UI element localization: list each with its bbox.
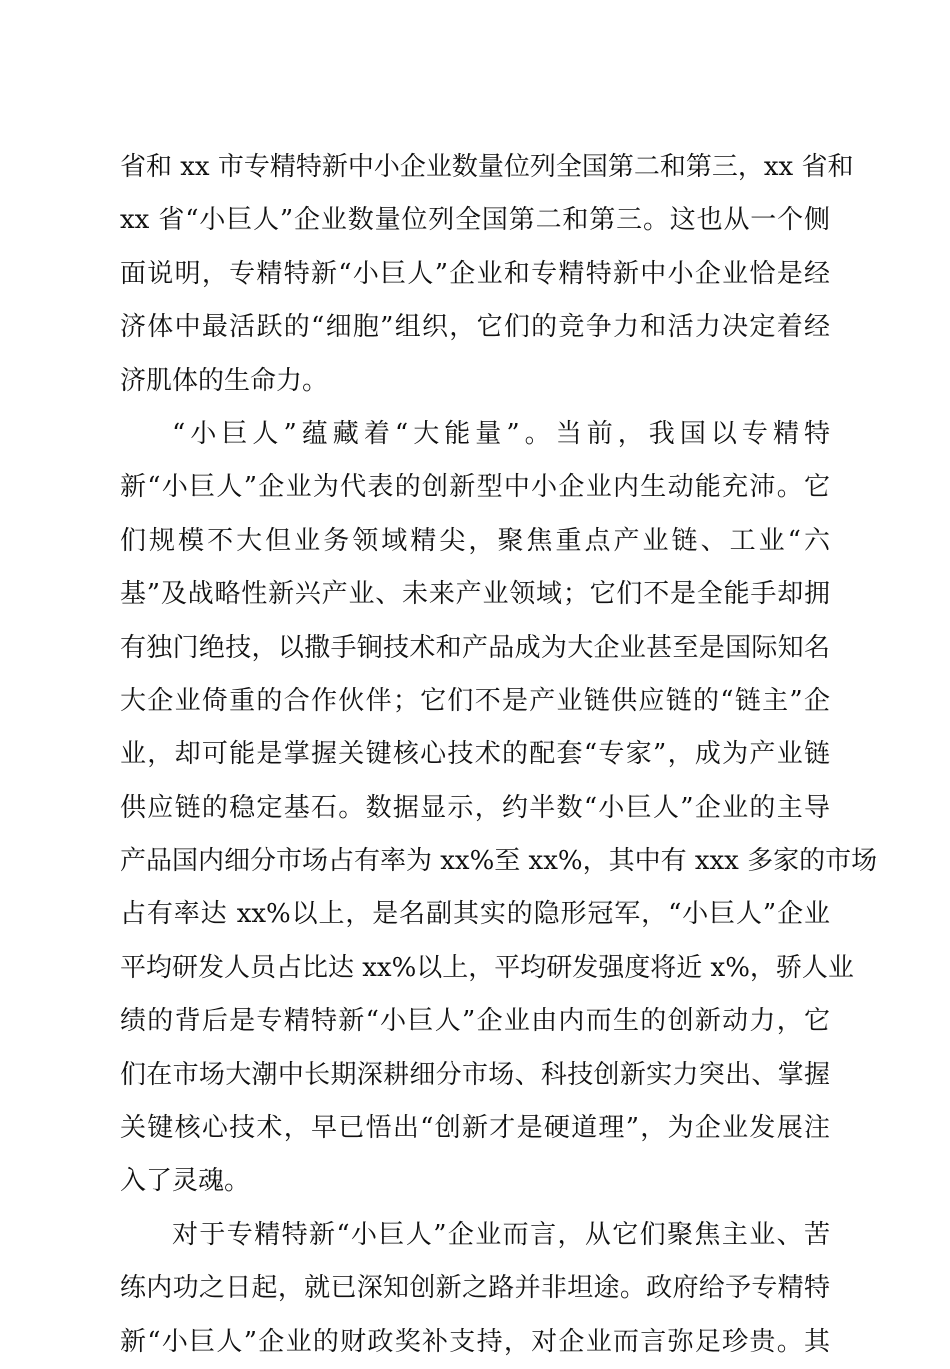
- text-line: 有独门绝技，以撒手锏技术和产品成为大企业甚至是国际知名: [120, 632, 830, 663]
- text-line: 产品国内细分市场占有率为 xx%至 xx%，其中有 xxx 多家的市场: [120, 846, 878, 877]
- text-line: 业，却可能是掌握关键核心技术的配套“专家”，成为产业链: [120, 739, 830, 770]
- paragraph-continued: [120, 141, 854, 408]
- text-line: 济肌体的生命力。: [120, 365, 329, 396]
- text-line: 绩的背后是专精特新“小巨人”企业由内而生的创新动力，它: [120, 1006, 830, 1037]
- text-line: 关键核心技术，早已悟出“创新才是硬道理”，为企业发展注: [120, 1113, 830, 1144]
- paragraph: [120, 408, 878, 1209]
- text-line: 新“小巨人”企业为代表的创新型中小企业内生动能充沛。它: [120, 472, 830, 503]
- text-line: xx 省“小巨人”企业数量位列全国第二和第三。这也从一个侧: [120, 205, 830, 236]
- text-line: 入了灵魂。: [120, 1166, 251, 1197]
- text-line: 们规模不大但业务领域精尖，聚焦重点产业链、工业“六: [120, 525, 830, 556]
- text-line: 大企业倚重的合作伙伴；它们不是产业链供应链的“链主”企: [120, 685, 830, 716]
- text-line: 平均研发人员占比达 xx%以上，平均研发强度将近 x%，骄人业: [120, 952, 854, 983]
- text-line: 新“小巨人”企业的财政奖补支持，对企业而言弥足珍贵。其: [120, 1326, 830, 1357]
- text-line: 对于专精特新“小巨人”企业而言，从它们聚焦主业、苦: [172, 1219, 830, 1250]
- text-line: 练内功之日起，就已深知创新之路并非坦途。政府给予专精特: [120, 1273, 830, 1304]
- text-line: 济体中最活跃的“细胞”组织，它们的竞争力和活力决定着经: [120, 312, 830, 343]
- text-line: 供应链的稳定基石。数据显示，约半数“小巨人”企业的主导: [120, 792, 830, 823]
- document-body: [120, 141, 878, 1369]
- text-line: 们在市场大潮中长期深耕细分市场、科技创新实力突出、掌握: [120, 1059, 830, 1090]
- text-line: 面说明，专精特新“小巨人”企业和专精特新中小企业恰是经: [120, 258, 830, 289]
- paragraph: [120, 1209, 830, 1369]
- text-line: “小巨人”蕴藏着“大能量”。当前，我国以专精特: [172, 418, 830, 449]
- text-line: 省和 xx 市专精特新中小企业数量位列全国第二和第三，xx 省和: [120, 152, 854, 182]
- text-line: 基”及战略性新兴产业、未来产业领域；它们不是全能手却拥: [120, 579, 830, 610]
- text-line: 占有率达 xx%以上，是名副其实的隐形冠军，“小巨人”企业: [120, 899, 830, 930]
